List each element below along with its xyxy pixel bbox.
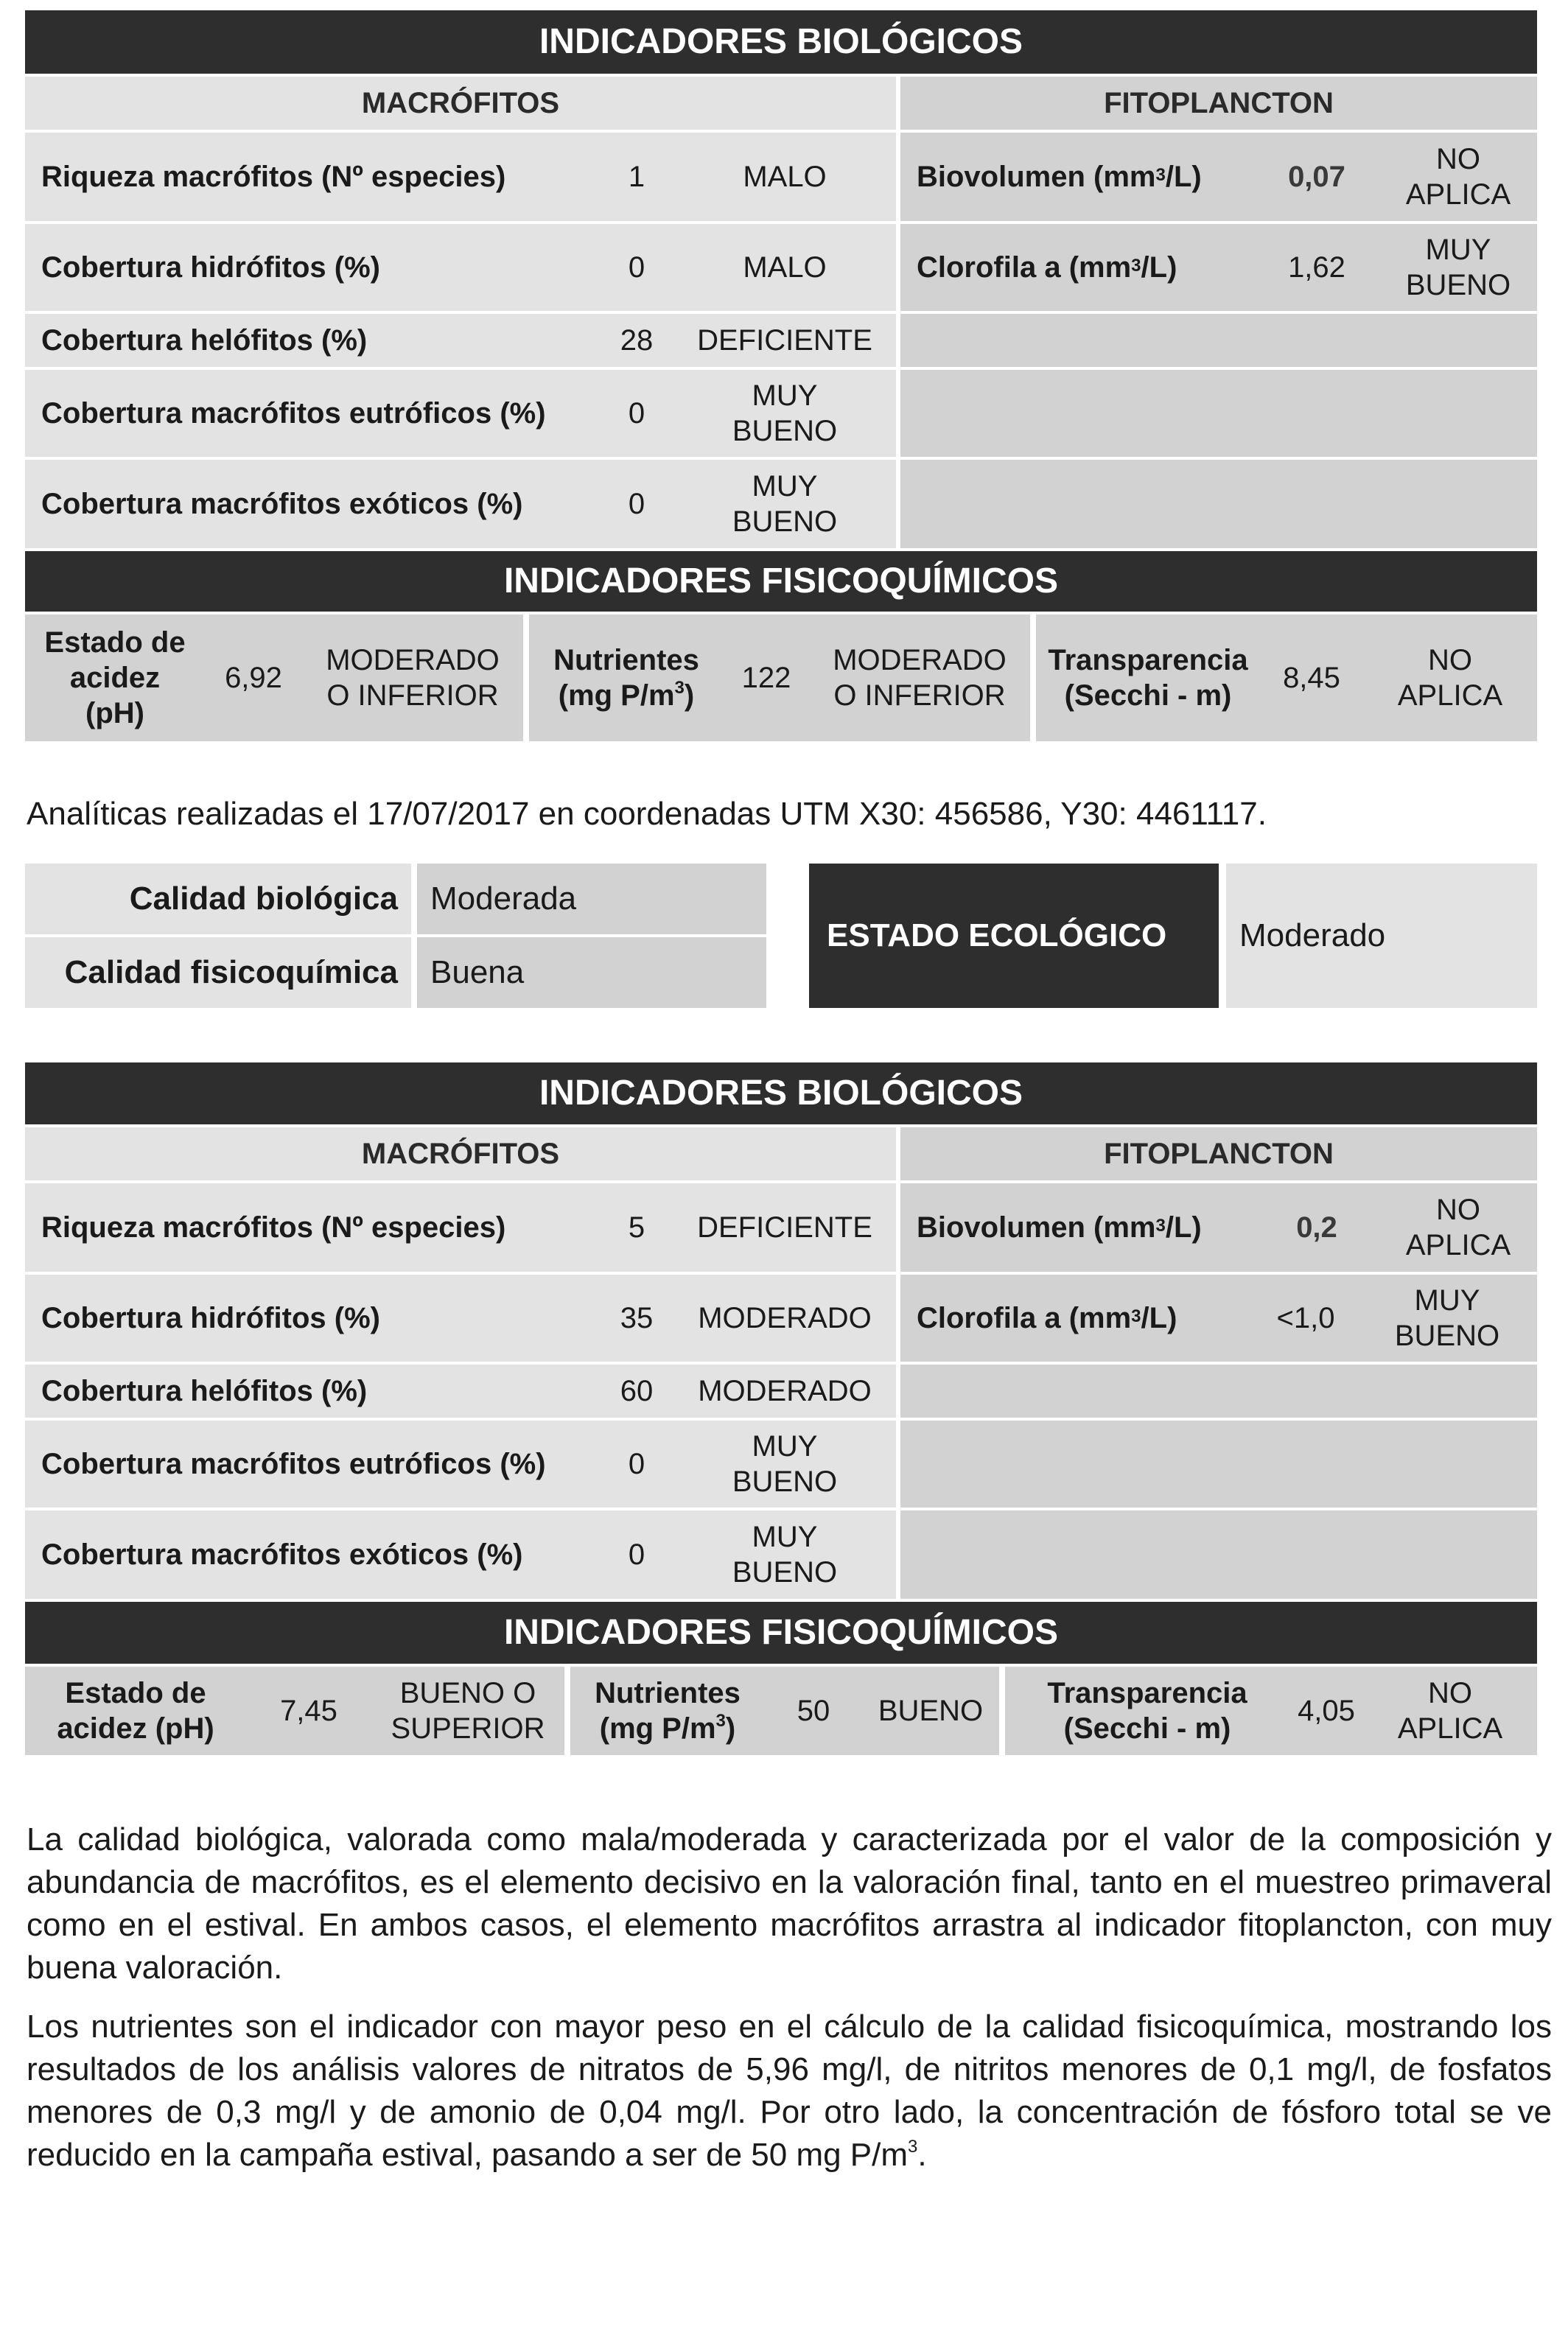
fq-label-transparencia: Transparencia (Secchi - m) <box>1005 1667 1289 1755</box>
macro-value: 5 <box>600 1183 673 1272</box>
fito-status: MUY BUENO <box>1357 1275 1537 1362</box>
header-indicadores-biologicos: INDICADORES BIOLÓGICOS <box>25 10 1537 74</box>
macro-label: Cobertura hidrófitos (%) <box>25 224 600 311</box>
subheader-macrofitos: MACRÓFITOS <box>25 77 896 130</box>
calidad-fisicoquimica-label: Calidad fisicoquímica <box>25 937 411 1008</box>
macro-label: Riqueza macrófitos (Nº especies) <box>25 133 600 221</box>
macro-value: 35 <box>600 1275 673 1362</box>
fito-value: 0,2 <box>1254 1183 1379 1272</box>
macro-label: Cobertura helófitos (%) <box>25 1365 600 1418</box>
fq-status-nutrientes: BUENO <box>862 1667 999 1755</box>
fito-value: 0,07 <box>1254 133 1379 221</box>
macro-label: Cobertura helófitos (%) <box>25 314 600 367</box>
macro-label: Cobertura macrófitos eutróficos (%) <box>25 1421 600 1508</box>
fq-label-transparencia: Transparencia (Secchi - m) <box>1036 614 1260 741</box>
macro-status: MODERADO <box>673 1275 896 1362</box>
macro-label: Cobertura macrófitos eutróficos (%) <box>25 370 600 457</box>
fq-value-transparencia: 8,45 <box>1260 614 1363 741</box>
fito-label: Biovolumen (mm $^3$ /L) <box>900 1183 1254 1272</box>
fq-status-ph: MODERADO O INFERIOR <box>302 614 523 741</box>
macro-label: Cobertura macrófitos exóticos (%) <box>25 1510 600 1599</box>
header-indicadores-fisicoquimicos: INDICADORES FISICOQUÍMICOS <box>25 551 1537 612</box>
macro-status: MUY BUENO <box>673 1421 896 1508</box>
fq-label-nutrientes: Nutrientes (mg $P/m^3$) <box>529 614 724 741</box>
calidad-biologica-value: Moderada <box>417 864 766 934</box>
macro-status: MODERADO <box>673 1365 896 1418</box>
fq-status-transparencia: NO APLICA <box>1363 614 1537 741</box>
macro-label: Riqueza macrófitos (Nº especies) <box>25 1183 600 1272</box>
subheader-fitoplancton: FITOPLANCTON <box>900 77 1537 130</box>
fq-status-transparencia: NO APLICA <box>1363 1667 1537 1755</box>
macro-value: 0 <box>600 224 673 311</box>
analysis-note: Analíticas realizadas el 17/07/2017 en coordenadas UTM X30: 456586, Y30: 4461117. <box>27 796 1267 832</box>
macro-status: MALO <box>673 224 896 311</box>
estado-ecologico-label: ESTADO ECOLÓGICO <box>809 864 1219 1008</box>
fq-value-nutrientes: 50 <box>765 1667 862 1755</box>
fito-status: MUY BUENO <box>1379 224 1537 311</box>
macro-value: 0 <box>600 460 673 548</box>
macro-label: Cobertura macrófitos exóticos (%) <box>25 460 600 548</box>
calidad-biologica-label: Calidad biológica <box>25 864 411 934</box>
subheader-fitoplancton: FITOPLANCTON <box>900 1127 1537 1180</box>
macro-status: MALO <box>673 133 896 221</box>
fito-label: Biovolumen (mm $^3$ /L) <box>900 133 1254 221</box>
calidad-fisicoquimica-value: Buena <box>417 937 766 1008</box>
fq-status-ph: BUENO O SUPERIOR <box>371 1667 564 1755</box>
macro-value: 0 <box>600 370 673 457</box>
paragraph-2: Los nutrientes son el indicador con mayor peso en el cálculo de la calidad fisicoquímica, mostrando los resultados de los análisis valores de nitratos de 5,96 mg/l, de nitritos menores de 0,1 mg/l, de fosfatos menores de 0,3 mg/l y de amonio de 0,04 mg/l. Por otro lado, la concentración de fósforo total se ve reducido en la campaña estival, pasando a ser de 50 mg $P/m^3$. <box>27 2009 1552 2173</box>
macro-value: 60 <box>600 1365 673 1418</box>
empty-cell <box>900 314 1537 367</box>
fito-value: <1,0 <box>1254 1275 1357 1362</box>
macro-status: MUY BUENO <box>673 370 896 457</box>
macro-value: 28 <box>600 314 673 367</box>
fq-value-nutrientes: 122 <box>724 614 809 741</box>
fito-value: 1,62 <box>1254 224 1379 311</box>
fito-status: NO APLICA <box>1379 1183 1537 1272</box>
macro-status: MUY BUENO <box>673 1510 896 1599</box>
header-indicadores-biologicos: INDICADORES BIOLÓGICOS <box>25 1062 1537 1124</box>
macro-status: DEFICIENTE <box>673 314 896 367</box>
fq-label-ph: Estado de acidez (pH) <box>25 1667 246 1755</box>
macro-status: MUY BUENO <box>673 460 896 548</box>
fq-value-transparencia: 4,05 <box>1289 1667 1363 1755</box>
empty-cell <box>900 1510 1537 1599</box>
macro-value: 0 <box>600 1421 673 1508</box>
macro-value: 1 <box>600 133 673 221</box>
fq-value-ph: 7,45 <box>246 1667 371 1755</box>
paragraph-1: La calidad biológica, valorada como mala/moderada y caracterizada por el valor de la composición y abundancia de macrófitos, es el elemento decisivo en la valoración final, tanto en el muestreo primaveral como en el estival. En ambos casos, el elemento macrófitos arrastra al indicador fitoplancton, con muy buena valoración. <box>27 1821 1552 1986</box>
empty-cell <box>900 370 1537 457</box>
macro-value: 0 <box>600 1510 673 1599</box>
macro-status: DEFICIENTE <box>673 1183 896 1272</box>
fq-value-ph: 6,92 <box>205 614 302 741</box>
fq-label-ph: Estado de acidez (pH) <box>25 614 205 741</box>
header-indicadores-fisicoquimicos: INDICADORES FISICOQUÍMICOS <box>25 1602 1537 1664</box>
fito-label: Clorofila a (mm $^3$ /L) <box>900 224 1254 311</box>
fq-label-nutrientes: Nutrientes (mg $P/m^3$) <box>570 1667 765 1755</box>
fq-status-nutrientes: MODERADO O INFERIOR <box>809 614 1030 741</box>
subheader-macrofitos: MACRÓFITOS <box>25 1127 896 1180</box>
empty-cell <box>900 460 1537 548</box>
fito-status: NO APLICA <box>1379 133 1537 221</box>
macro-label: Cobertura hidrófitos (%) <box>25 1275 600 1362</box>
fito-label: Clorofila a (mm $^3$ /L) <box>900 1275 1254 1362</box>
empty-cell <box>900 1365 1537 1418</box>
empty-cell <box>900 1421 1537 1508</box>
estado-ecologico-value: Moderado <box>1226 864 1537 1008</box>
